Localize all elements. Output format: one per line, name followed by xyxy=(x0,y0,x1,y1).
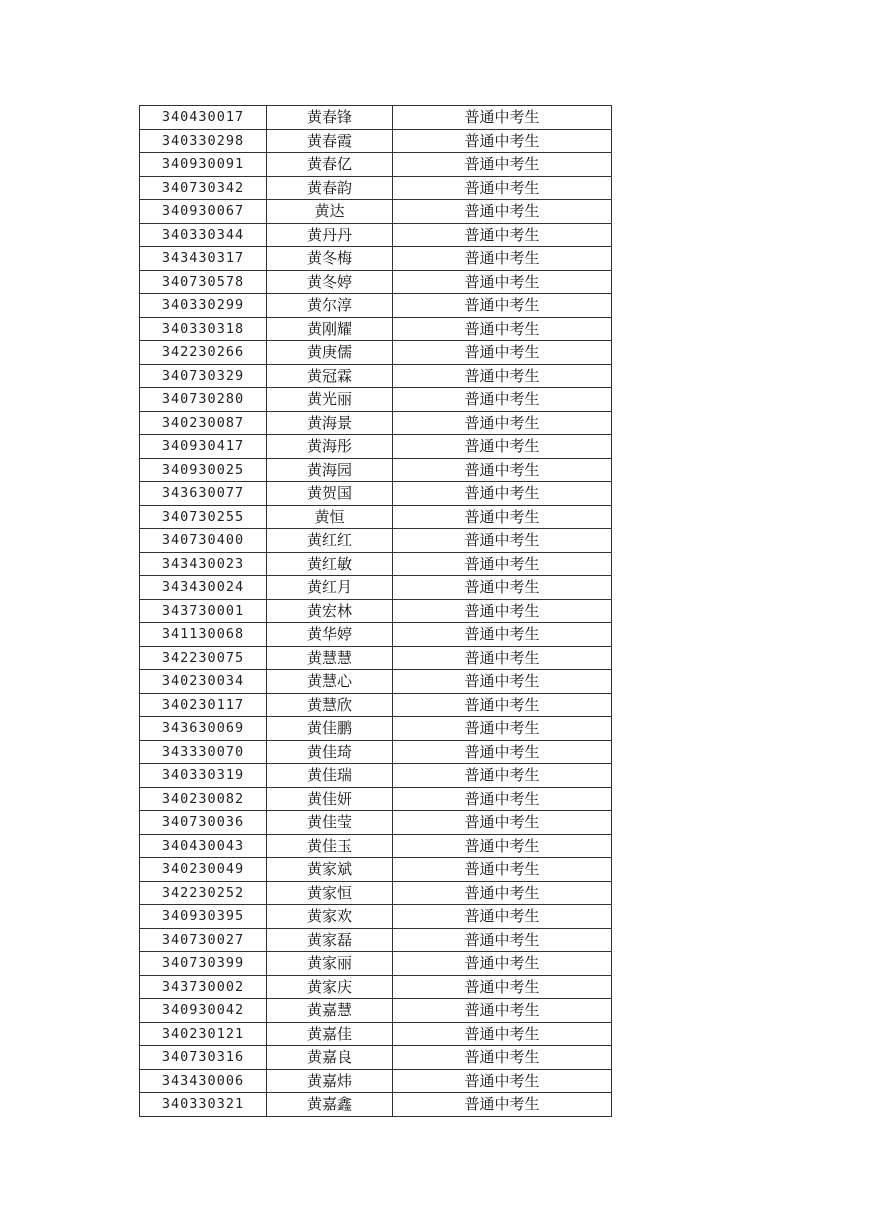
table-row xyxy=(140,552,612,576)
student-category-cell: 普通中考生 xyxy=(393,388,612,412)
student-id-cell: 340230082 xyxy=(140,787,267,811)
student-name-cell: 黄嘉鑫 xyxy=(267,1093,393,1117)
student-name-cell: 黄海景 xyxy=(267,411,393,435)
student-category-cell: 普通中考生 xyxy=(393,740,612,764)
student-category-cell: 普通中考生 xyxy=(393,952,612,976)
table-row xyxy=(140,952,612,976)
table-row xyxy=(140,623,612,647)
student-name-cell: 黄冠霖 xyxy=(267,364,393,388)
student-id-cell: 340730329 xyxy=(140,364,267,388)
table-row xyxy=(140,1093,612,1117)
table-row xyxy=(140,482,612,506)
student-id-cell: 343430024 xyxy=(140,576,267,600)
table-row xyxy=(140,153,612,177)
student-name-cell: 黄佳琦 xyxy=(267,740,393,764)
student-category-cell: 普通中考生 xyxy=(393,317,612,341)
table-row xyxy=(140,1069,612,1093)
student-id-cell: 340230117 xyxy=(140,693,267,717)
student-category-cell: 普通中考生 xyxy=(393,364,612,388)
student-category-cell: 普通中考生 xyxy=(393,623,612,647)
student-name-cell: 黄家欢 xyxy=(267,905,393,929)
student-name-cell: 黄嘉良 xyxy=(267,1046,393,1070)
student-name-cell: 黄嘉炜 xyxy=(267,1069,393,1093)
table-row xyxy=(140,717,612,741)
student-id-cell: 340930417 xyxy=(140,435,267,459)
table-row xyxy=(140,670,612,694)
student-id-cell: 342230252 xyxy=(140,881,267,905)
table-row xyxy=(140,270,612,294)
student-category-cell: 普通中考生 xyxy=(393,153,612,177)
student-category-cell: 普通中考生 xyxy=(393,787,612,811)
student-category-cell: 普通中考生 xyxy=(393,576,612,600)
student-id-cell: 343330070 xyxy=(140,740,267,764)
student-id-cell: 340730280 xyxy=(140,388,267,412)
student-name-cell: 黄庚儒 xyxy=(267,341,393,365)
table-row xyxy=(140,576,612,600)
student-id-cell: 340930395 xyxy=(140,905,267,929)
student-id-cell: 340930025 xyxy=(140,458,267,482)
table-row xyxy=(140,129,612,153)
table-row xyxy=(140,200,612,224)
student-category-cell: 普通中考生 xyxy=(393,106,612,130)
table-row xyxy=(140,928,612,952)
student-category-cell: 普通中考生 xyxy=(393,1069,612,1093)
student-category-cell: 普通中考生 xyxy=(393,270,612,294)
student-name-cell: 黄冬梅 xyxy=(267,247,393,271)
student-id-cell: 340730316 xyxy=(140,1046,267,1070)
student-name-cell: 黄春亿 xyxy=(267,153,393,177)
student-category-cell: 普通中考生 xyxy=(393,505,612,529)
student-id-cell: 343730001 xyxy=(140,599,267,623)
student-name-cell: 黄海园 xyxy=(267,458,393,482)
student-id-cell: 340230034 xyxy=(140,670,267,694)
student-id-cell: 343630077 xyxy=(140,482,267,506)
table-row xyxy=(140,529,612,553)
student-name-cell: 黄佳玉 xyxy=(267,834,393,858)
table-row xyxy=(140,599,612,623)
student-category-cell: 普通中考生 xyxy=(393,905,612,929)
student-name-cell: 黄家恒 xyxy=(267,881,393,905)
table-row xyxy=(140,364,612,388)
student-name-cell: 黄光丽 xyxy=(267,388,393,412)
student-category-cell: 普通中考生 xyxy=(393,482,612,506)
student-name-cell: 黄贺国 xyxy=(267,482,393,506)
student-name-cell: 黄佳妍 xyxy=(267,787,393,811)
student-name-cell: 黄春锋 xyxy=(267,106,393,130)
table-row xyxy=(140,999,612,1023)
table-row xyxy=(140,341,612,365)
student-id-cell: 340930091 xyxy=(140,153,267,177)
student-category-cell: 普通中考生 xyxy=(393,129,612,153)
student-category-cell: 普通中考生 xyxy=(393,693,612,717)
student-id-cell: 340730027 xyxy=(140,928,267,952)
student-id-cell: 340230121 xyxy=(140,1022,267,1046)
student-name-cell: 黄佳鹏 xyxy=(267,717,393,741)
student-name-cell: 黄达 xyxy=(267,200,393,224)
student-category-cell: 普通中考生 xyxy=(393,717,612,741)
student-name-cell: 黄家丽 xyxy=(267,952,393,976)
student-category-cell: 普通中考生 xyxy=(393,881,612,905)
student-name-cell: 黄嘉佳 xyxy=(267,1022,393,1046)
table-row xyxy=(140,106,612,130)
student-id-cell: 340330299 xyxy=(140,294,267,318)
table-row xyxy=(140,294,612,318)
student-id-cell: 340730399 xyxy=(140,952,267,976)
student-name-cell: 黄春韵 xyxy=(267,176,393,200)
student-category-cell: 普通中考生 xyxy=(393,341,612,365)
student-name-cell: 黄嘉慧 xyxy=(267,999,393,1023)
student-name-cell: 黄慧慧 xyxy=(267,646,393,670)
student-name-cell: 黄慧心 xyxy=(267,670,393,694)
table-row xyxy=(140,905,612,929)
student-category-cell: 普通中考生 xyxy=(393,200,612,224)
student-id-cell: 340330318 xyxy=(140,317,267,341)
table-row xyxy=(140,458,612,482)
student-name-cell: 黄尔淳 xyxy=(267,294,393,318)
table-row xyxy=(140,693,612,717)
student-category-cell: 普通中考生 xyxy=(393,811,612,835)
student-name-cell: 黄家斌 xyxy=(267,858,393,882)
student-name-cell: 黄恒 xyxy=(267,505,393,529)
table-row xyxy=(140,764,612,788)
student-category-cell: 普通中考生 xyxy=(393,529,612,553)
table-row xyxy=(140,411,612,435)
table-row xyxy=(140,1046,612,1070)
student-category-cell: 普通中考生 xyxy=(393,764,612,788)
table-row xyxy=(140,247,612,271)
student-category-cell: 普通中考生 xyxy=(393,552,612,576)
student-id-cell: 342230266 xyxy=(140,341,267,365)
student-id-cell: 340330344 xyxy=(140,223,267,247)
student-name-cell: 黄佳莹 xyxy=(267,811,393,835)
student-name-cell: 黄丹丹 xyxy=(267,223,393,247)
student-id-cell: 340730400 xyxy=(140,529,267,553)
student-category-cell: 普通中考生 xyxy=(393,458,612,482)
student-name-cell: 黄海彤 xyxy=(267,435,393,459)
student-name-cell: 黄红红 xyxy=(267,529,393,553)
student-category-cell: 普通中考生 xyxy=(393,1046,612,1070)
student-list-body xyxy=(140,106,612,1117)
student-id-cell: 340730578 xyxy=(140,270,267,294)
student-category-cell: 普通中考生 xyxy=(393,646,612,670)
table-row xyxy=(140,975,612,999)
student-category-cell: 普通中考生 xyxy=(393,247,612,271)
student-id-cell: 340430017 xyxy=(140,106,267,130)
student-category-cell: 普通中考生 xyxy=(393,975,612,999)
student-id-cell: 340930067 xyxy=(140,200,267,224)
table-row xyxy=(140,858,612,882)
table-row xyxy=(140,881,612,905)
student-id-cell: 340330321 xyxy=(140,1093,267,1117)
student-id-cell: 343730002 xyxy=(140,975,267,999)
student-id-cell: 343430317 xyxy=(140,247,267,271)
student-id-cell: 340330319 xyxy=(140,764,267,788)
student-id-cell: 340730255 xyxy=(140,505,267,529)
student-id-cell: 342230075 xyxy=(140,646,267,670)
student-name-cell: 黄家磊 xyxy=(267,928,393,952)
student-id-cell: 340330298 xyxy=(140,129,267,153)
table-row xyxy=(140,787,612,811)
student-list-table xyxy=(139,105,612,1117)
student-category-cell: 普通中考生 xyxy=(393,670,612,694)
student-name-cell: 黄冬婷 xyxy=(267,270,393,294)
student-category-cell: 普通中考生 xyxy=(393,858,612,882)
student-id-cell: 343630069 xyxy=(140,717,267,741)
student-name-cell: 黄宏林 xyxy=(267,599,393,623)
student-category-cell: 普通中考生 xyxy=(393,599,612,623)
student-category-cell: 普通中考生 xyxy=(393,294,612,318)
table-row xyxy=(140,317,612,341)
student-id-cell: 340730342 xyxy=(140,176,267,200)
student-category-cell: 普通中考生 xyxy=(393,928,612,952)
student-name-cell: 黄红月 xyxy=(267,576,393,600)
table-row xyxy=(140,646,612,670)
student-id-cell: 340930042 xyxy=(140,999,267,1023)
table-row xyxy=(140,176,612,200)
student-name-cell: 黄春霞 xyxy=(267,129,393,153)
student-id-cell: 340230087 xyxy=(140,411,267,435)
student-id-cell: 343430023 xyxy=(140,552,267,576)
student-id-cell: 343430006 xyxy=(140,1069,267,1093)
table-row xyxy=(140,1022,612,1046)
student-name-cell: 黄红敏 xyxy=(267,552,393,576)
table-row xyxy=(140,505,612,529)
student-category-cell: 普通中考生 xyxy=(393,999,612,1023)
student-name-cell: 黄家庆 xyxy=(267,975,393,999)
student-category-cell: 普通中考生 xyxy=(393,1093,612,1117)
student-category-cell: 普通中考生 xyxy=(393,435,612,459)
table-row xyxy=(140,435,612,459)
student-id-cell: 340230049 xyxy=(140,858,267,882)
student-name-cell: 黄慧欣 xyxy=(267,693,393,717)
student-category-cell: 普通中考生 xyxy=(393,411,612,435)
table-row xyxy=(140,223,612,247)
student-name-cell: 黄佳瑞 xyxy=(267,764,393,788)
student-id-cell: 340730036 xyxy=(140,811,267,835)
table-row xyxy=(140,811,612,835)
student-category-cell: 普通中考生 xyxy=(393,223,612,247)
table-row xyxy=(140,834,612,858)
student-id-cell: 340430043 xyxy=(140,834,267,858)
student-name-cell: 黄刚耀 xyxy=(267,317,393,341)
student-category-cell: 普通中考生 xyxy=(393,834,612,858)
student-id-cell: 341130068 xyxy=(140,623,267,647)
student-category-cell: 普通中考生 xyxy=(393,176,612,200)
table-row xyxy=(140,388,612,412)
student-name-cell: 黄华婷 xyxy=(267,623,393,647)
table-row xyxy=(140,740,612,764)
student-category-cell: 普通中考生 xyxy=(393,1022,612,1046)
